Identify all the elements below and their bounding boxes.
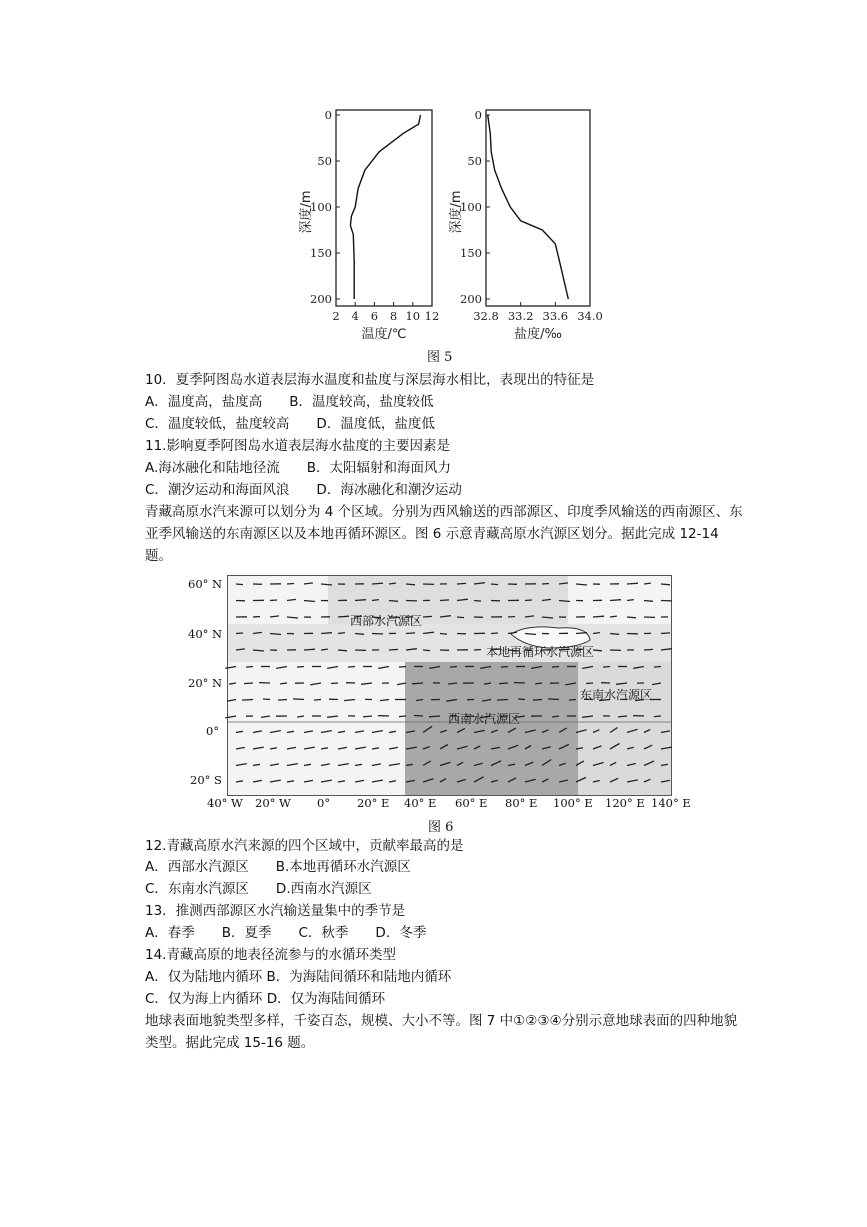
q14-stem: 14.青藏高原的地表径流参与的水循环类型 [145, 947, 396, 963]
wind-vector [389, 601, 398, 602]
wind-vector [474, 650, 481, 651]
wind-vector [280, 683, 287, 684]
x-tick-label: 10 [405, 309, 421, 323]
wind-vector [508, 617, 515, 618]
wind-vector [414, 716, 423, 717]
lat-tick: 20° S [190, 773, 222, 787]
wind-vector [533, 700, 542, 701]
x-tick-label: 33.2 [507, 309, 534, 323]
wind-vector [627, 583, 638, 584]
wind-vector [348, 667, 355, 668]
q10-options-ab: A．温度高，盐度高 B．温度较高，盐度较低 [145, 394, 434, 410]
wind-vector [450, 667, 457, 668]
wind-vector [389, 649, 398, 650]
wind-vector [244, 683, 253, 684]
q14-options-ab: A．仅为陆地内循环 B．为海陆间循环和陆地内循环 [145, 969, 452, 985]
wind-vector [253, 617, 260, 618]
wind-vector [618, 716, 627, 717]
label-local-source: 本地再循环水汽源区 [486, 645, 595, 659]
wind-vector [242, 700, 253, 701]
x-tick-label: 32.8 [473, 309, 499, 323]
wind-vector [542, 584, 549, 585]
y-tick-label: 50 [317, 154, 332, 168]
y-tick-label: 200 [310, 292, 332, 306]
figure-5-charts [280, 95, 603, 345]
wind-vector [569, 700, 576, 701]
lon-tick: 20° W [255, 796, 291, 810]
wind-vector [236, 584, 243, 585]
wind-vector [297, 667, 304, 668]
lat-tick: 40° N [188, 627, 223, 641]
wind-vector [491, 584, 498, 585]
temperature-curve [350, 115, 420, 299]
wind-vector [412, 683, 423, 684]
wind-vector [331, 683, 338, 684]
wind-vector [457, 617, 464, 618]
wind-vector [627, 600, 634, 601]
wind-vector [474, 601, 481, 602]
x-tick-label: 2 [332, 309, 340, 323]
lon-tick: 60° E [455, 796, 488, 810]
q12-stem: 12.青藏高原水汽来源的四个区域中，贡献率最高的是 [145, 838, 464, 854]
wind-vector [246, 667, 253, 668]
wind-vector [610, 634, 619, 635]
southeast-source-region [578, 662, 671, 795]
intro-12-14: 青藏高原水汽来源可以划分为 4 个区域。分别为西风输送的西部源区、印度季风输送的西南源区、东亚季风输送的东南源区以及本地再循环源区。图 6 示意青藏高原水汽源区划分。据此完成 12-14 题。 [145, 504, 743, 564]
wind-vector [321, 649, 328, 650]
wind-vector [304, 649, 315, 650]
q10-stem: 10．夏季阿图岛水道表层海水温度和盐度与深层海水相比，表现出的特征是 [145, 372, 595, 388]
temperature-chart-frame [336, 110, 432, 306]
q10-options-cd: C．温度较低，盐度较高 D．温度低，盐度低 [145, 416, 435, 432]
y-tick-label: 100 [460, 200, 482, 214]
wind-vector [603, 667, 610, 668]
wind-vector [610, 616, 617, 617]
lon-tick: 40° W [207, 796, 243, 810]
wind-vector [644, 601, 653, 602]
wind-vector [293, 699, 304, 700]
southwest-source-region [405, 662, 578, 795]
figure-5-caption: 图 5 [427, 350, 453, 365]
wind-vector [499, 683, 508, 684]
x-tick-label: 6 [370, 309, 379, 323]
wind-vector [586, 683, 593, 684]
wind-vector [644, 583, 651, 584]
x-axis-label: 温度/℃ [361, 327, 407, 342]
x-tick-label: 12 [424, 309, 440, 323]
q14-options-cd: C．仅为海上内循环 D．仅为海陆间循环 [145, 991, 386, 1007]
lon-tick: 100° E [553, 796, 593, 810]
wind-vector [355, 600, 366, 601]
y-axis-label: 深度/m [299, 190, 314, 234]
wind-vector [610, 600, 621, 601]
q11-stem: 11.影响夏季阿图岛水道表层海水盐度的主要因素是 [145, 438, 450, 454]
wind-vector [287, 584, 294, 585]
lon-tick: 120° E [605, 796, 645, 810]
wind-vector [525, 600, 532, 601]
x-tick-label: 4 [351, 309, 359, 323]
wind-vector [661, 584, 670, 585]
lat-tick: 60° N [188, 577, 223, 591]
wind-vector [593, 633, 600, 634]
wind-vector [338, 650, 347, 651]
x-axis-label: 盐度/‰ [514, 327, 562, 342]
wind-vector [321, 633, 332, 634]
wind-vector [263, 699, 270, 700]
q12-options-cd: C．东南水汽源区 D.西南水汽源区 [145, 881, 372, 897]
x-tick-label: 8 [389, 309, 398, 323]
wind-vector [236, 633, 243, 634]
figure-5 [280, 95, 603, 345]
y-axis-label: 深度/m [449, 190, 464, 234]
wind-vector [338, 633, 345, 634]
lon-tick: 0° [317, 796, 331, 810]
wind-vector [552, 667, 559, 668]
wind-vector [627, 617, 636, 618]
wind-vector [372, 583, 383, 584]
y-tick-label: 150 [460, 246, 482, 260]
wind-vector [661, 633, 670, 634]
wind-vector [372, 600, 379, 601]
wind-vector [338, 616, 349, 617]
lat-tick: 20° N [188, 676, 223, 690]
salinity-chart-frame [486, 110, 590, 306]
y-tick-label: 100 [310, 200, 332, 214]
lon-tick: 40° E [404, 796, 437, 810]
wind-vector [535, 683, 542, 684]
y-tick-label: 0 [324, 108, 332, 122]
wind-vector [501, 667, 508, 668]
wind-vector [654, 716, 661, 717]
wind-vector [593, 650, 602, 651]
figure-6-map [227, 575, 672, 796]
wind-vector [457, 583, 466, 584]
wind-vector [423, 616, 432, 617]
wind-vector [406, 584, 415, 585]
wind-vector [389, 583, 396, 584]
wind-vector [593, 616, 604, 617]
label-southeast-source: 东南水汽源区 [580, 688, 653, 702]
y-tick-label: 0 [474, 108, 482, 122]
wind-vector [429, 716, 440, 717]
lon-tick: 80° E [505, 796, 538, 810]
wind-vector [654, 667, 661, 668]
wind-vector [440, 634, 447, 635]
q13-options: A．春季 B．夏季 C．秋季 D．冬季 [145, 925, 427, 941]
wind-vector [440, 600, 449, 601]
label-west-source: 西部水汽源区 [350, 614, 423, 628]
lat-tick: 0° [206, 724, 220, 738]
y-tick-label: 50 [467, 154, 482, 168]
wind-vector [491, 633, 498, 634]
wind-vector [497, 700, 508, 701]
x-tick-label: 34.0 [577, 309, 603, 323]
wind-vector [399, 667, 406, 668]
wind-vector [548, 699, 559, 700]
wind-vector [644, 649, 653, 650]
wind-vector [355, 634, 364, 635]
wind-vector [270, 600, 277, 601]
y-tick-label: 150 [310, 246, 332, 260]
wind-vector [576, 633, 587, 634]
figure-6-caption: 图 6 [428, 820, 454, 835]
wind-vector [399, 716, 406, 717]
y-tick-label: 200 [460, 292, 482, 306]
lon-tick: 140° E [651, 796, 691, 810]
wind-vector [406, 633, 415, 634]
wind-vector [278, 700, 287, 701]
q12-options-ab: A．西部水汽源区 B.本地再循环水汽源区 [145, 859, 411, 875]
q13-stem: 13．推测西部源区水汽输送量集中的季节是 [145, 903, 406, 919]
wind-vector [314, 700, 321, 701]
wind-vector [423, 650, 430, 651]
q11-options-ab: A.海冰融化和陆地径流 B．太阳辐射和海面风力 [145, 460, 452, 476]
lon-tick: 20° E [357, 796, 390, 810]
x-tick-label: 33.6 [542, 309, 569, 323]
wind-vector [518, 699, 525, 700]
label-southwest-source: 西南水汽源区 [448, 712, 521, 726]
salinity-curve [488, 115, 569, 299]
intro-15-16: 地球表面地貌类型多样，千姿百态，规模、大小不等。图 7 中①②③④分别示意地球表面的四种地貌类型。据此完成 15-16 题。 [145, 1013, 738, 1051]
q11-options-cd: C．潮汐运动和海面风浪 D．海冰融化和潮汐运动 [145, 482, 462, 498]
wind-vector [363, 716, 372, 717]
